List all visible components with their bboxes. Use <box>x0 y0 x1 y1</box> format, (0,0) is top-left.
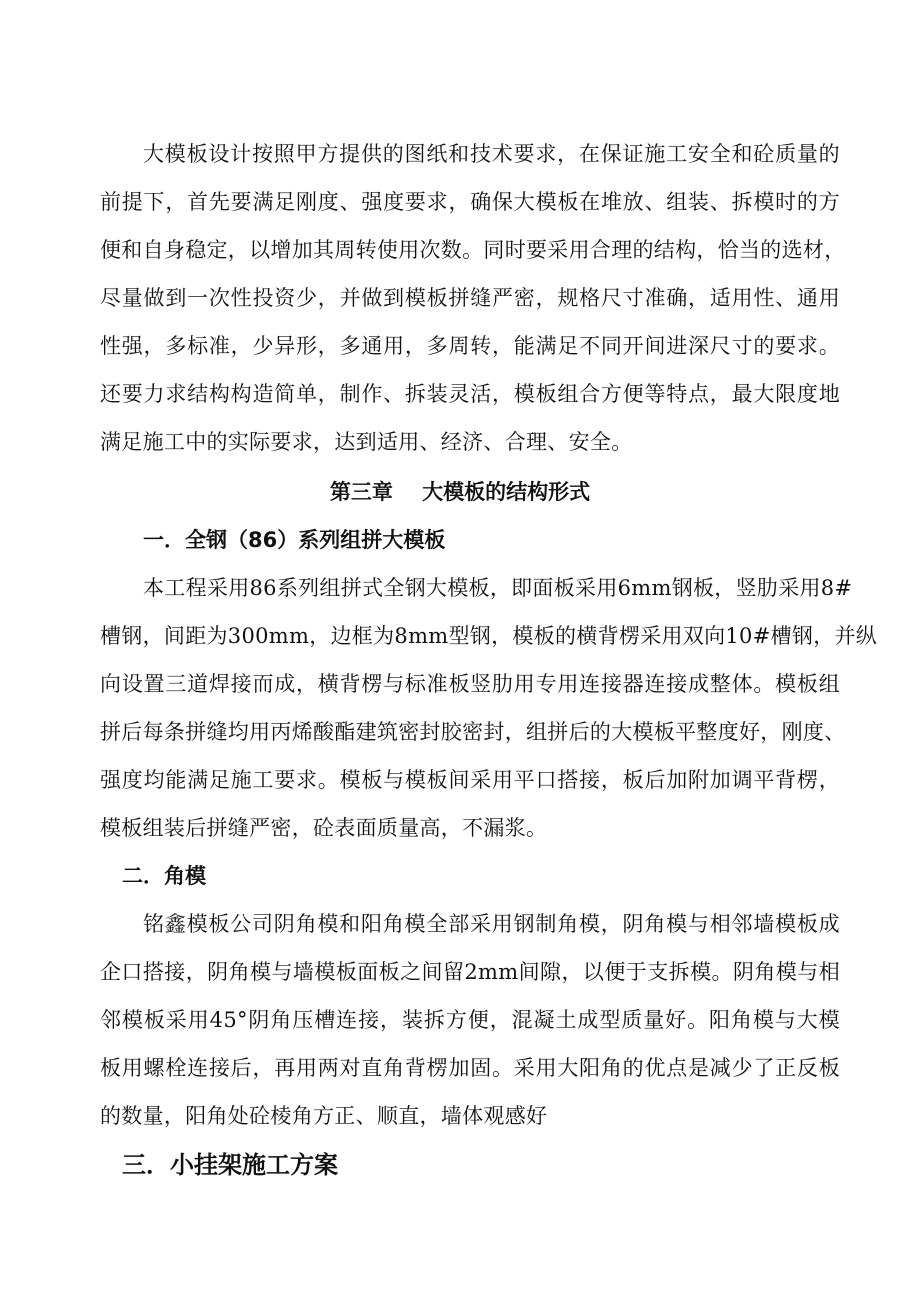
section-1-heading: 一．全钢（86）系列组拼大模板 <box>143 528 446 552</box>
intro-line-1: 大模板设计按照甲方提供的图纸和技术要求，在保证施工安全和砼质量的 <box>143 142 840 166</box>
section-1-line-2: 槽钢，间距为300mm，边框为8mm型钢，模板的横背楞采用双向10#槽钢，并纵 <box>100 624 878 648</box>
chapter-title: 第三章 大模板的结构形式 <box>329 480 591 504</box>
section-2-line-2: 企口搭接，阴角模与墙模板面板之间留2mm间隙，以便于支拆模。阴角模与相 <box>100 960 840 984</box>
intro-line-7: 满足施工中的实际要求，达到适用、经济、合理、安全。 <box>100 430 633 454</box>
section-2-line-5: 的数量，阳角处砼棱角方正、顺直，墙体观感好 <box>100 1104 548 1128</box>
section-1-line-5: 强度均能满足施工要求。模板与模板间采用平口搭接，板后加附加调平背楞， <box>100 768 840 792</box>
intro-line-6: 还要力求结构构造简单，制作、拆装灵活，模板组合方便等特点，最大限度地 <box>100 382 840 406</box>
section-1-line-1: 本工程采用86系列组拼式全钢大模板，即面板采用6mm钢板，竖肋采用8# <box>143 576 853 600</box>
intro-line-4: 尽量做到一次性投资少，并做到模板拼缝严密，规格尺寸准确，适用性、通用 <box>100 286 840 310</box>
section-1-line-6: 模板组装后拼缝严密，砼表面质量高，不漏浆。 <box>100 816 548 840</box>
section-2-heading: 二．角模 <box>122 864 206 888</box>
section-1-line-4: 拼后每条拼缝均用丙烯酸酯建筑密封胶密封，组拼后的大模板平整度好，刚度、 <box>100 720 846 744</box>
section-2-line-1: 铭鑫模板公司阴角模和阳角模全部采用钢制角模，阴角模与相邻墙模板成 <box>143 912 840 936</box>
section-1-line-3: 向设置三道焊接而成，横背楞与标准板竖肋用专用连接器连接成整体。模板组 <box>100 672 840 696</box>
section-2-line-4: 板用螺栓连接后，再用两对直角背楞加固。采用大阳角的优点是减少了正反板 <box>100 1056 840 1080</box>
section-2-line-3: 邻模板采用45°阴角压槽连接，装拆方便，混凝土成型质量好。阳角模与大模 <box>100 1008 840 1032</box>
intro-line-3: 便和自身稳定，以增加其周转使用次数。同时要采用合理的结构，恰当的选材， <box>100 238 846 262</box>
intro-line-2: 前提下，首先要满足刚度、强度要求，确保大模板在堆放、组装、拆模时的方 <box>100 190 840 214</box>
section-3-heading: 三．小挂架施工方案 <box>122 1151 338 1179</box>
intro-line-5: 性强，多标准，少异形，多通用，多周转，能满足不同开间进深尺寸的要求。 <box>100 334 840 358</box>
